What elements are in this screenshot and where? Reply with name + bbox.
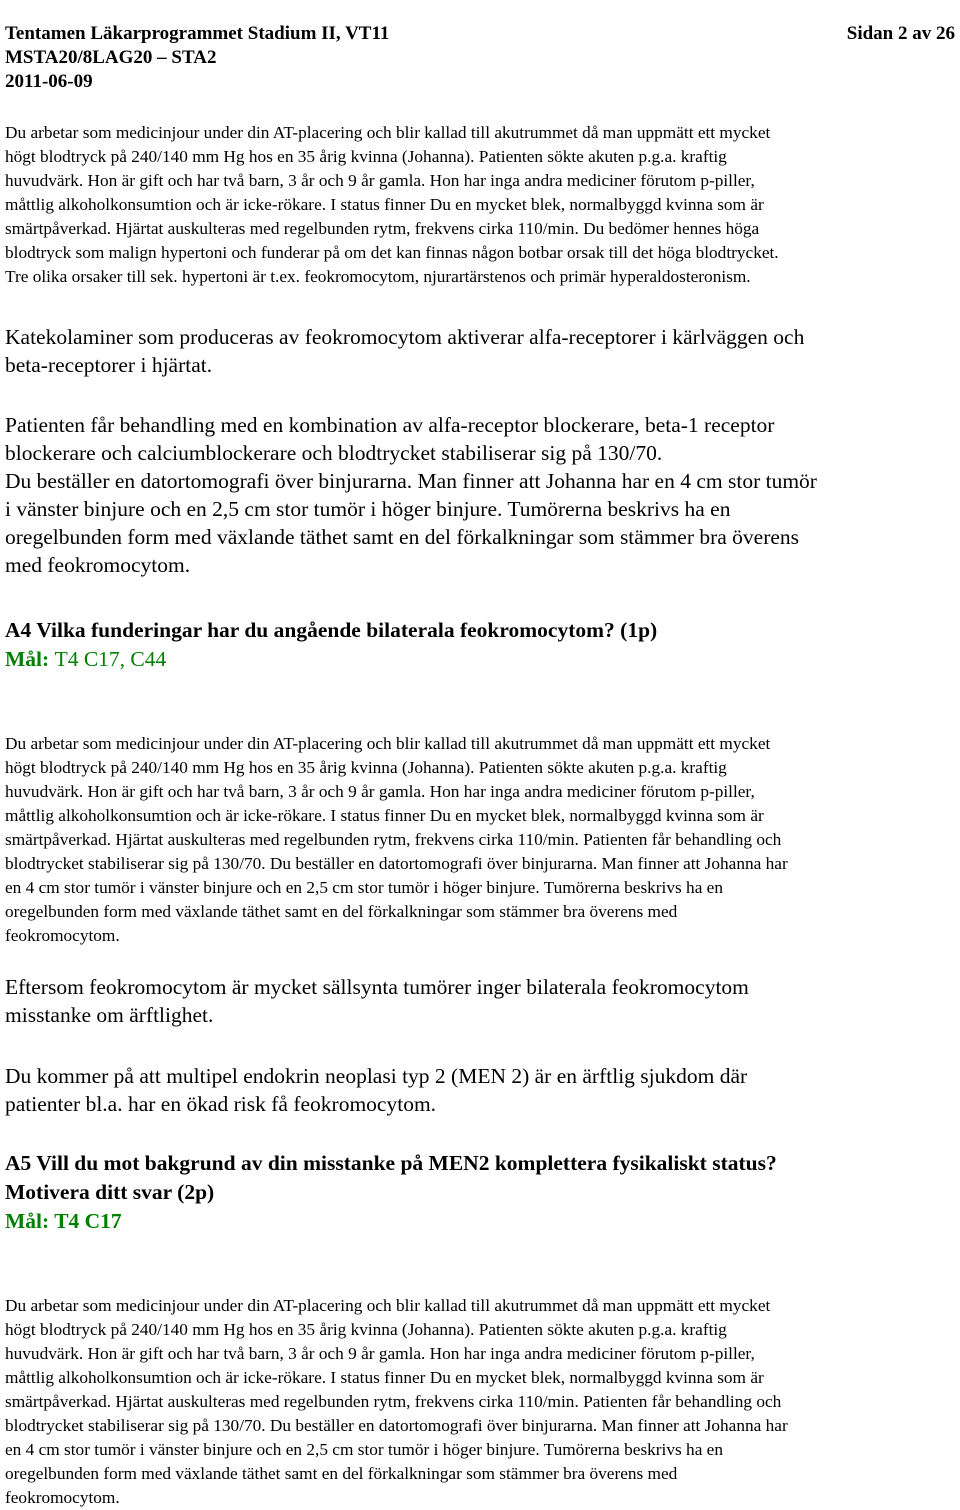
case-line: högt blodtryck på 240/140 mm Hg hos en 35 årig kvinna (Johanna). Patienten sökte akuten p.g.a. kraftig <box>5 1320 727 1339</box>
case-line: smärtpåverkad. Hjärtat auskulteras med regelbunden rytm, frekvens cirka 110/min. Patienten får behandling och <box>5 830 782 849</box>
paragraph-eftersom <box>5 973 960 1029</box>
case-line: en 4 cm stor tumör i vänster binjure och en 2,5 cm stor tumör i höger binjure. Tumörerna beskrivs ha en <box>5 878 723 897</box>
goal-label: Mål: <box>5 1209 50 1233</box>
case-repeat-2 <box>5 1294 960 1510</box>
question-text: A4 Vilka funderingar har du angående bilaterala feokromocytom? (1p) <box>5 618 658 642</box>
paragraph-line: patienter bl.a. har en ökad risk få feokromocytom. <box>5 1092 437 1116</box>
case-line: en 4 cm stor tumör i vänster binjure och en 2,5 cm stor tumör i höger binjure. Tumörerna beskrivs ha en <box>5 1440 723 1459</box>
case-line: smärtpåverkad. Hjärtat auskulteras med regelbunden rytm, frekvens cirka 110/min. Patienten får behandling och <box>5 1392 782 1411</box>
paragraph-line: Du beställer en datortomografi över binjurarna. Man finner att Johanna har en 4 cm stor tumör <box>5 469 817 493</box>
learning-goal <box>5 645 960 674</box>
case-intro-line: huvudvärk. Hon är gift och har två barn, 3 år och 9 år gamla. Hon har inga andra mediciner förutom p-piller, <box>5 171 755 190</box>
case-intro-line: måttlig alkoholkonsumtion och är icke-rökare. I status finner Du en mycket blek, normalbyggd kvinna som är <box>5 195 764 214</box>
paragraph-behandling <box>5 411 960 579</box>
exam-date: 2011-06-09 <box>5 71 93 92</box>
page-number: Sidan 2 av 26 <box>846 23 955 44</box>
paragraph-line: blockerare och calciumblockerare och blodtrycket stabiliserar sig på 130/70. <box>5 441 663 465</box>
learning-goal <box>5 1207 960 1236</box>
paragraph-line: Du kommer på att multipel endokrin neoplasi typ 2 (MEN 2) är en ärftlig sjukdom där <box>5 1064 748 1088</box>
paragraph-line: oregelbunden form med växlande täthet samt en del förkalkningar som stämmer bra överens <box>5 525 800 549</box>
case-line: blodtrycket stabiliserar sig på 130/70. Du beställer en datortomografi över binjurarna. Man finner att Johanna har <box>5 1416 788 1435</box>
paragraph-men2 <box>5 1062 960 1118</box>
case-line: högt blodtryck på 240/140 mm Hg hos en 35 årig kvinna (Johanna). Patienten sökte akuten p.g.a. kraftig <box>5 758 727 777</box>
case-line: oregelbunden form med växlande täthet samt en del förkalkningar som stämmer bra överens med <box>5 1464 678 1483</box>
paragraph-line: beta-receptorer i hjärtat. <box>5 353 213 377</box>
paragraph-line: Eftersom feokromocytom är mycket sällsynta tumörer inger bilaterala feokromocytom <box>5 975 749 999</box>
paragraph-line: med feokromocytom. <box>5 553 191 577</box>
question-text: Motivera ditt svar (2p) <box>5 1180 215 1204</box>
question-text: A5 Vill du mot bakgrund av din misstanke på MEN2 komplettera fysikaliskt status? <box>5 1151 777 1175</box>
page-header <box>5 22 957 94</box>
case-line: huvudvärk. Hon är gift och har två barn, 3 år och 9 år gamla. Hon har inga andra mediciner förutom p-piller, <box>5 1344 755 1363</box>
question-a5 <box>5 1149 960 1236</box>
case-line: måttlig alkoholkonsumtion och är icke-rökare. I status finner Du en mycket blek, normalbyggd kvinna som är <box>5 806 764 825</box>
case-line: blodtrycket stabiliserar sig på 130/70. Du beställer en datortomografi över binjurarna. Man finner att Johanna har <box>5 854 788 873</box>
case-line: feokromocytom. <box>5 1488 120 1507</box>
goal-label: Mål: <box>5 647 50 671</box>
paragraph-line: misstanke om ärftlighet. <box>5 1003 214 1027</box>
case-intro-line: Tre olika orsaker till sek. hypertoni är t.ex. feokromocytom, njurartärstenos och primär hyperaldosteronism. <box>5 267 751 286</box>
case-repeat-1 <box>5 732 960 948</box>
case-line: måttlig alkoholkonsumtion och är icke-rökare. I status finner Du en mycket blek, normalbyggd kvinna som är <box>5 1368 764 1387</box>
paragraph-line: i vänster binjure och en 2,5 cm stor tumör i höger binjure. Tumörerna beskrivs ha en <box>5 497 731 521</box>
case-line: feokromocytom. <box>5 926 120 945</box>
goal-codes: T4 C17 <box>54 1209 122 1233</box>
case-line: Du arbetar som medicinjour under din AT-placering och blir kallad till akutrummet då man uppmätt ett mycket <box>5 734 771 753</box>
case-intro <box>5 121 960 289</box>
paragraph-katekolaminer <box>5 323 960 379</box>
paragraph-line: Patienten får behandling med en kombination av alfa-receptor blockerare, beta-1 receptor <box>5 413 775 437</box>
exam-title: Tentamen Läkarprogrammet Stadium II, VT11 <box>5 23 390 44</box>
paragraph-line: Katekolaminer som produceras av feokromocytom aktiverar alfa-receptorer i kärlväggen och <box>5 325 805 349</box>
case-intro-line: blodtryck som malign hypertoni och funderar på om det kan finnas någon botbar orsak till det höga blodtrycket. <box>5 243 779 262</box>
case-intro-line: högt blodtryck på 240/140 mm Hg hos en 35 årig kvinna (Johanna). Patienten sökte akuten p.g.a. kraftig <box>5 147 727 166</box>
goal-codes: T4 C17, C44 <box>54 647 167 671</box>
question-a4 <box>5 616 960 674</box>
course-code: MSTA20/8LAG20 – STA2 <box>5 47 217 68</box>
case-line: Du arbetar som medicinjour under din AT-placering och blir kallad till akutrummet då man uppmätt ett mycket <box>5 1296 771 1315</box>
case-line: huvudvärk. Hon är gift och har två barn, 3 år och 9 år gamla. Hon har inga andra mediciner förutom p-piller, <box>5 782 755 801</box>
case-intro-line: Du arbetar som medicinjour under din AT-placering och blir kallad till akutrummet då man uppmätt ett mycket <box>5 123 771 142</box>
case-intro-line: smärtpåverkad. Hjärtat auskulteras med regelbunden rytm, frekvens cirka 110/min. Du bedömer hennes höga <box>5 219 760 238</box>
case-line: oregelbunden form med växlande täthet samt en del förkalkningar som stämmer bra överens med <box>5 902 678 921</box>
